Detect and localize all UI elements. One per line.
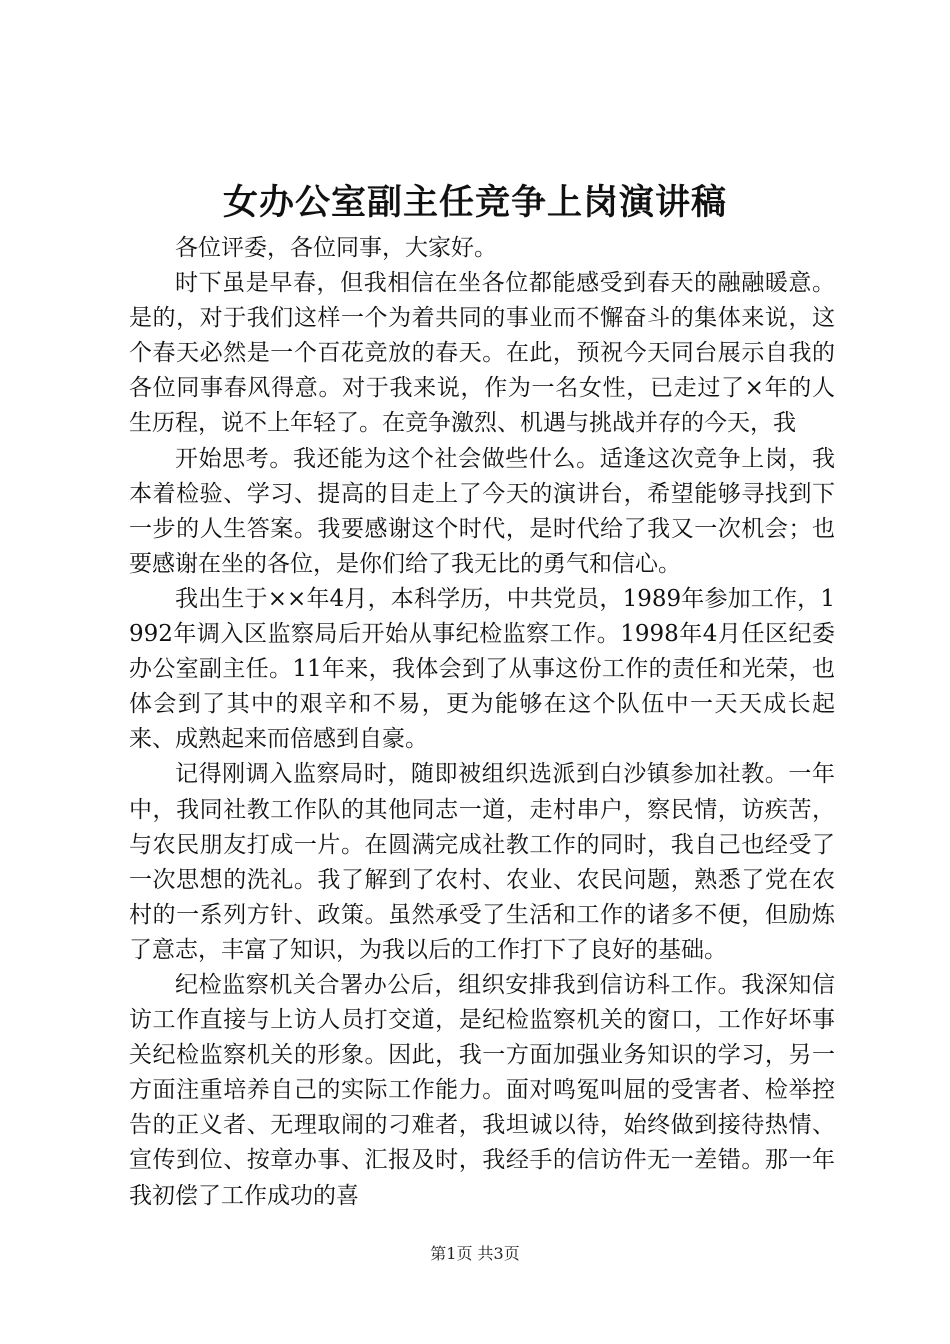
paragraph-background: 我出生于××年4月，本科学历，中共党员，1989年参加工作，1992年调入区监察局后开始从事纪检监察工作。1998年4月任区纪委办公室副主任。11年来，我体会到了从事这份工作的责任和光荣，也体会到了其中的艰辛和不易，更为能够在这个队伍中一天天成长起来、成熟起来而倍感到自豪。 [129, 585, 835, 753]
paragraph-thinking: 开始思考。我还能为这个社会做些什么。适逢这次竞争上岗，我本着检验、学习、提高的目走上了今天的演讲台，希望能够寻找到下一步的人生答案。我要感谢这个时代，是时代给了我又一次机会；也要感谢在坐的各位，是你们给了我无比的勇气和信心。 [129, 445, 835, 577]
page-number-footer: 第1页 共3页 [430, 1244, 520, 1263]
paragraph-petition-work: 纪检监察机关合署办公后，组织安排我到信访科工作。我深知信访工作直接与上访人员打交道，是纪检监察机关的窗口，工作好坏事关纪检监察机关的形象。因此，我一方面加强业务知识的学习，另一方面注重培养自己的实际工作能力。面对鸣冤叫屈的受害者、检举控告的正义者、无理取闹的刁难者，我坦诚以待，始终做到接待热情、宣传到位、按章办事、汇报及时，我经手的信访件无一差错。那一年我初偿了工作成功的喜 [129, 971, 835, 1209]
paragraph-spring: 时下虽是早春，但我相信在坐各位都能感受到春天的融融暖意。是的，对于我们这样一个为着共同的事业而不懈奋斗的集体来说，这个春天必然是一个百花竞放的春天。在此，预祝今天同台展示自我的各位同事春风得意。对于我来说，作为一名女性，已走过了×年的人生历程，说不上年轻了。在竞争激烈、机遇与挑战并存的今天，我 [129, 270, 835, 437]
document-title: 女办公室副主任竞争上岗演讲稿 [222, 182, 727, 223]
document-body [129, 231, 835, 1214]
paragraph-greeting: 各位评委，各位同事，大家好。 [175, 235, 497, 261]
paragraph-social-education: 记得刚调入监察局时，随即被组织选派到白沙镇参加社教。一年中，我同社教工作队的其他同志一道，走村串户，察民情，访疾苦，与农民朋友打成一片。在圆满完成社教工作的同时，我自己也经受了一次思想的洗礼。我了解到了农村、农业、农民问题，熟悉了党在农村的一系列方针、政策。虽然承受了生活和工作的诸多不便，但励炼了意志，丰富了知识，为我以后的工作打下了良好的基础。 [129, 761, 835, 963]
